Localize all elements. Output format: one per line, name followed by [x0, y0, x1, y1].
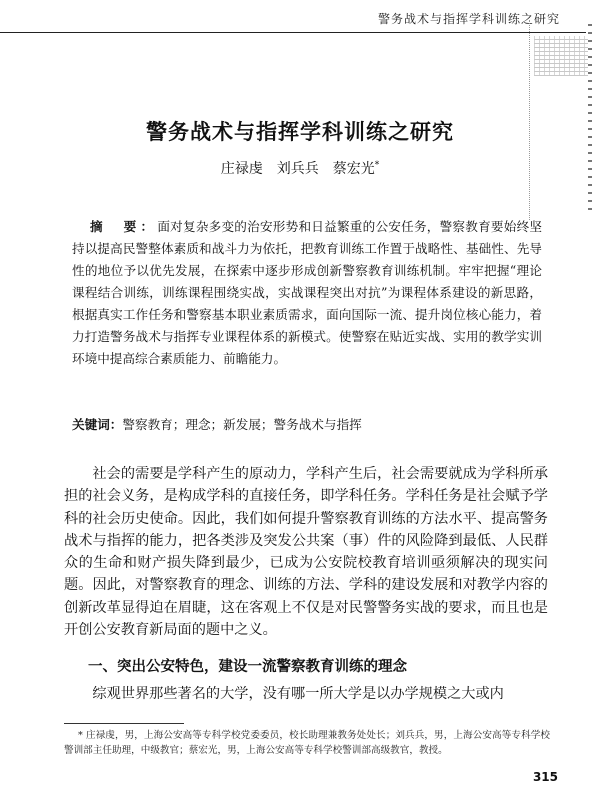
section-heading: 一、突出公安特色，建设一流警察教育训练的理念 [88, 659, 407, 675]
author-line [0, 158, 600, 178]
page-number: 315 [532, 770, 558, 784]
footnote-text: 庄禄虔，男，上海公安高等专科学校党委委员，校长助理兼教务处处长；刘兵兵，男，上海公安高等专科学校警训部主任助理，中级教官；蔡宏光，男，上海公安高等专科学校警训部高级教官，教授。 [64, 730, 551, 756]
abstract [72, 216, 542, 370]
abstract-label: 摘 要： [90, 219, 158, 234]
stamp-mark [534, 36, 588, 76]
author-footnote-mark: * [374, 160, 380, 171]
paper-title: 警务战术与指挥学科训练之研究 [146, 120, 454, 144]
margin-ticks [588, 20, 592, 210]
section-paragraph: 综观世界那些著名的大学，没有哪一所大学是以办学规模之大或内 [92, 686, 504, 702]
keywords [72, 414, 552, 436]
keywords-text: 警察教育；理念；新发展；警务战术与指挥 [122, 417, 362, 432]
body-text [64, 463, 548, 641]
author-names: 庄禄虔 刘兵兵 蔡宏光 [220, 161, 375, 177]
footnote-rule [64, 723, 184, 724]
keywords-label: 关键词： [72, 417, 123, 432]
footnote [64, 728, 550, 758]
footnote-mark: * [78, 730, 83, 741]
abstract-text: 面对复杂多变的治安形势和日益繁重的公安任务，警察教育要始终坚持以提高民警整体素质和战斗力为依托，把教育训练工作置于战略性、基础性、先导性的地位予以优先发展，在探索中逐步形成创新警察教育训练机制。牢牢把握“理论课程结合训练，训练课程围绕实战，实战课程突出对抗”为课程体系建设的新思路，根据真实工作任务和警察基本职业素质需求，面向国际一流、提升岗位核心能力，着力打造警务战术与指挥专业课程体系的新模式。使警察在贴近实战、实用的教学实训环境中提高综合素质能力、前瞻能力。 [72, 219, 543, 366]
running-head: 警务战术与指挥学科训练之研究 [377, 12, 560, 26]
body-paragraph: 社会的需要是学科产生的原动力，学科产生后，社会需要就成为学科所承担的社会义务，是构成学科的直接任务，即学科任务。学科任务是社会赋予学科的社会历史使命。因此，我们如何提升警察教育训练的方法水平、提高警务战术与指挥的能力，把各类涉及突发公共案（事）件的风险降到最低、人民群众的生命和财产损失降到最少，已成为公安院校教育培训亟须解决的现实问题。因此，对警察教育的理念、训练的方法、学科的建设发展和对教学内容的创新改革显得迫在眉睫，这在客观上不仅是对民警警务实战的要求，而且也是开创公安教育新局面的题中之义。 [64, 466, 548, 639]
header-rule [0, 32, 586, 33]
